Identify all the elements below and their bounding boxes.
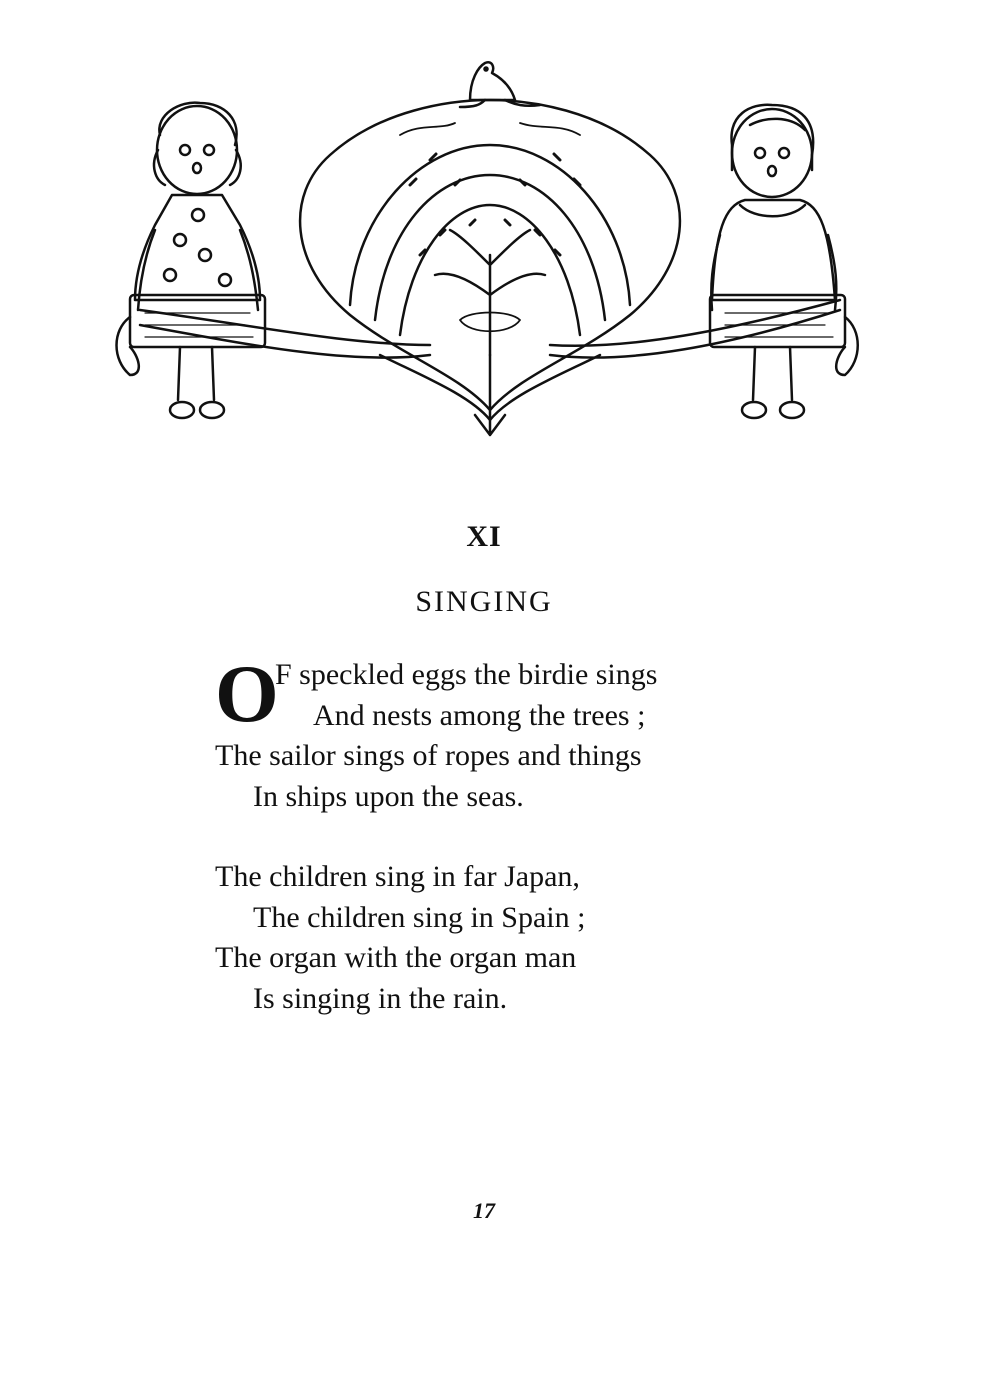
poem-line-text: F speckled eggs the birdie sings xyxy=(275,658,658,691)
girl-right-figure xyxy=(711,105,836,418)
poem-line: Is singing in the rain. xyxy=(253,981,508,1015)
poem-line: The organ with the organ man xyxy=(215,941,577,974)
poem-line: The sailor sings of ropes and things xyxy=(215,739,642,772)
poem-line: In ships upon the seas. xyxy=(253,779,524,813)
ribbon-banner xyxy=(117,295,858,375)
girl-left-figure xyxy=(135,103,260,418)
drop-cap: O xyxy=(215,648,279,739)
chapter-title: SINGING xyxy=(415,585,553,618)
bird-figure xyxy=(460,62,540,107)
headpiece-illustration xyxy=(100,55,880,445)
poem-body xyxy=(215,648,835,1019)
heart-arbor xyxy=(300,100,680,435)
poem-line: And nests among the trees ; xyxy=(313,698,646,732)
poem-line: The children sing in Spain ; xyxy=(253,900,586,934)
poem-line: The children sing in far Japan, xyxy=(215,860,580,893)
stanza-break xyxy=(215,817,835,857)
page-number: 17 xyxy=(473,1198,495,1223)
chapter-number: XI xyxy=(466,520,502,553)
